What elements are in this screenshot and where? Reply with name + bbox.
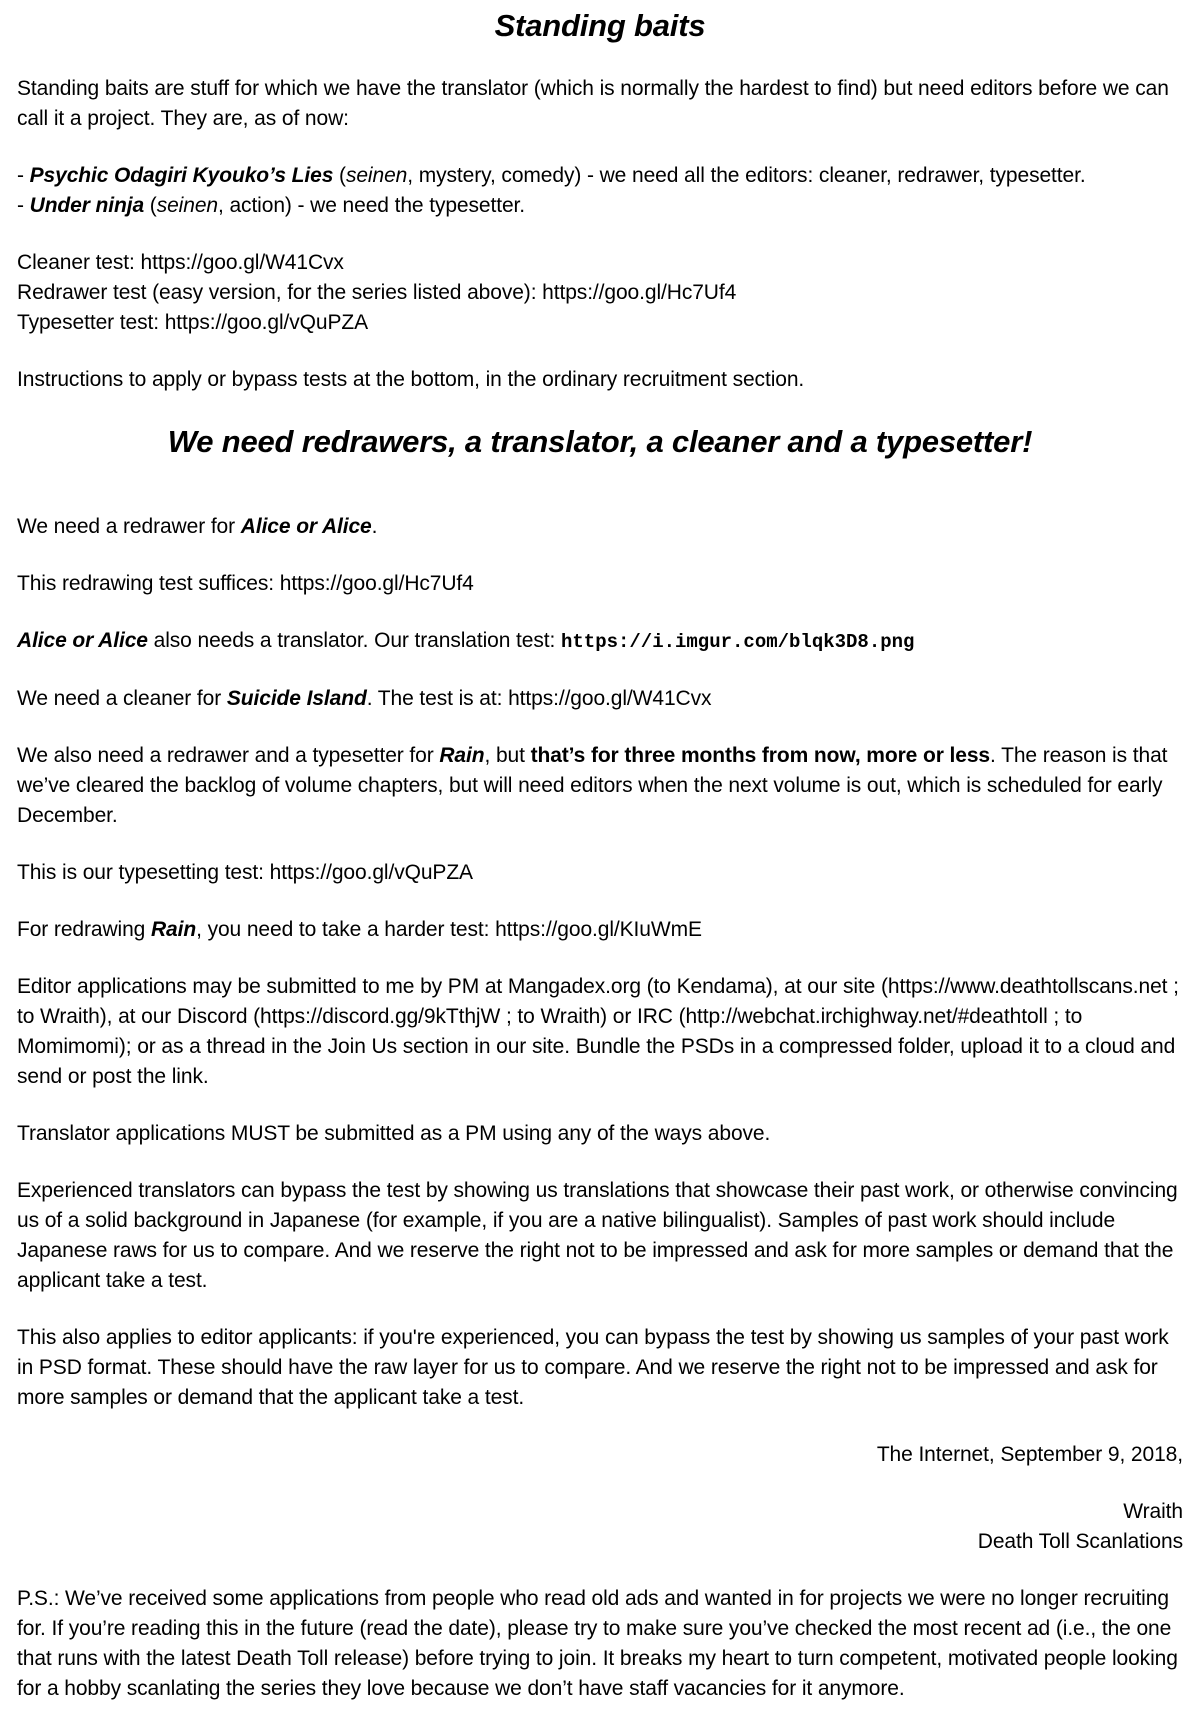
signature-block — [17, 1440, 1183, 1557]
redrawer-test-line — [17, 278, 1183, 308]
series-title-alice-or-alice: Alice or Alice — [240, 515, 372, 538]
redrawing-test-line — [17, 569, 1183, 599]
translator-need-mid: also needs a translator. Our translation test: — [147, 629, 561, 652]
rain-redraw-pre: For redrawing — [17, 918, 151, 941]
typesetting-test-line — [17, 858, 1183, 888]
standing-baits-list — [17, 161, 1183, 221]
typesetting-test-url: https://goo.gl/vQuPZA — [269, 861, 473, 884]
series-title-under-ninja: Under ninja — [29, 194, 145, 217]
cleaner-need-line — [17, 684, 1183, 714]
intro-paragraph: Standing baits are stuff for which we have the translator (which is normally the hardest to find) but need editors before we can call it a project. They are, as of now: — [17, 77, 1169, 130]
signature-name: Wraith — [1123, 1500, 1183, 1523]
editor-applications-paragraph: Editor applications may be submitted to me by PM at Mangadex.org (to Kendama), at our site (https://www.deathtollscans.net ; to Wraith), at our Discord (https://discord.gg/9kTthjW ; to Wraith) or IRC (http://webchat.irchighway.net/#deathtoll ; to Momimomi); or as a thread in the Join Us section in our site. Bundle the PSDs in a compressed folder, upload it to a cloud and send or post the link. — [17, 975, 1179, 1088]
test-links-block — [17, 248, 1183, 338]
series-title-rain: Rain — [150, 918, 197, 941]
series-title-psychic-odagiri: Psychic Odagiri Kyouko’s Lies — [29, 164, 334, 187]
typesetter-test-label: Typesetter test: — [17, 311, 165, 334]
editor-bypass-paragraph: This also applies to editor applicants: if you're experienced, you can bypass the test by showing us samples of your past work in PSD format. These should have the raw layer for us to compare. And we reserve the right not to be impressed and ask for more samples or demand that the applicant take a test. — [17, 1326, 1169, 1409]
signature-dateline: The Internet, September 9, 2018, — [876, 1443, 1183, 1466]
bait-item-psychic-odagiri — [17, 161, 1183, 191]
redrawer-test-url: https://goo.gl/Hc7Uf4 — [542, 281, 737, 304]
typesetter-test-line — [17, 308, 1183, 338]
cleaner-test-label: Cleaner test: — [17, 251, 141, 274]
redrawing-test-url: https://goo.gl/Hc7Uf4 — [279, 572, 474, 595]
rain-redraw-mid: , you need to take a harder test: — [196, 918, 496, 941]
list-dash: - — [17, 194, 30, 217]
demographic-tag: seinen — [156, 194, 218, 217]
section-heading-we-need: We need redrawers, a translator, a cleaner and a typesetter! — [167, 424, 1033, 459]
series-title-suicide-island: Suicide Island — [226, 687, 367, 710]
series-title-rain: Rain — [439, 744, 485, 767]
demographic-tag: seinen — [345, 164, 408, 187]
translation-test-url: https://i.imgur.com/blqk3D8.png — [560, 631, 915, 653]
cleaner-need-pre: We need a cleaner for — [17, 687, 227, 710]
redrawer-need-line — [17, 512, 1183, 542]
rain-need-pre: We also need a redrawer and a typesetter for — [17, 744, 440, 767]
rain-need-paragraph — [17, 741, 1183, 831]
rain-redraw-line — [17, 915, 1183, 945]
paren-open: ( — [144, 194, 157, 217]
bait-item-detail: , action) - we need the typesetter. — [218, 194, 526, 217]
translator-need-line — [17, 626, 1183, 657]
redrawer-need-post: . — [371, 515, 378, 538]
redrawer-need-pre: We need a redrawer for — [17, 515, 241, 538]
redrawing-test-label: This redrawing test suffices: — [17, 572, 280, 595]
typesetter-test-url: https://goo.gl/vQuPZA — [164, 311, 369, 334]
rain-need-emphasis: that’s for three months from now, more or less — [530, 744, 990, 767]
signature-group: Death Toll Scanlations — [977, 1530, 1183, 1553]
cleaner-need-test-url: https://goo.gl/W41Cvx — [508, 687, 712, 710]
translator-bypass-paragraph: Experienced translators can bypass the test by showing us translations that showcase their past work, or otherwise convincing us of a solid background in Japanese (for example, if you are a native bilingualist). Samples of past work should include Japanese raws for us to compare. And we reserve the right not to be impressed and ask for more samples or demand that the applicant take a test. — [17, 1179, 1178, 1292]
postscript-paragraph: P.S.: We’ve received some applications from people who read old ads and wanted in for projects we were no longer recruiting for. If you’re reading this in the future (read the date), please try to make sure you’ve checked the most recent ad (i.e., the one that runs with the latest Death Toll release) before trying to join. It breaks my heart to turn competent, motivated people looking for a hobby scanlating the series they love because we don’t have staff vacancies for it anymore. — [17, 1587, 1178, 1700]
bait-item-detail: , mystery, comedy) - we need all the editors: cleaner, redrawer, typesetter. — [407, 164, 1086, 187]
list-dash: - — [17, 164, 30, 187]
cleaner-test-line — [17, 248, 1183, 278]
page-title: Standing baits — [494, 8, 706, 43]
bait-item-under-ninja — [17, 191, 1183, 221]
rain-need-post: . The reason is that we’ve cleared the backlog of volume chapters, but will need editors when the next volume is out, which is scheduled for early December. — [17, 744, 1168, 827]
typesetting-test-label: This is our typesetting test: — [17, 861, 270, 884]
cleaner-test-url: https://goo.gl/W41Cvx — [140, 251, 344, 274]
instructions-note: Instructions to apply or bypass tests at the bottom, in the ordinary recruitment section. — [17, 368, 805, 391]
series-title-alice-or-alice: Alice or Alice — [17, 629, 148, 652]
paren-open: ( — [333, 164, 346, 187]
cleaner-need-mid: . The test is at: — [366, 687, 509, 710]
rain-redraw-test-url: https://goo.gl/KIuWmE — [495, 918, 702, 941]
redrawer-test-label: Redrawer test (easy version, for the series listed above): — [17, 281, 543, 304]
signature-names — [17, 1497, 1183, 1557]
rain-need-mid: , but — [484, 744, 531, 767]
translator-applications-note: Translator applications MUST be submitted as a PM using any of the ways above. — [17, 1122, 771, 1145]
